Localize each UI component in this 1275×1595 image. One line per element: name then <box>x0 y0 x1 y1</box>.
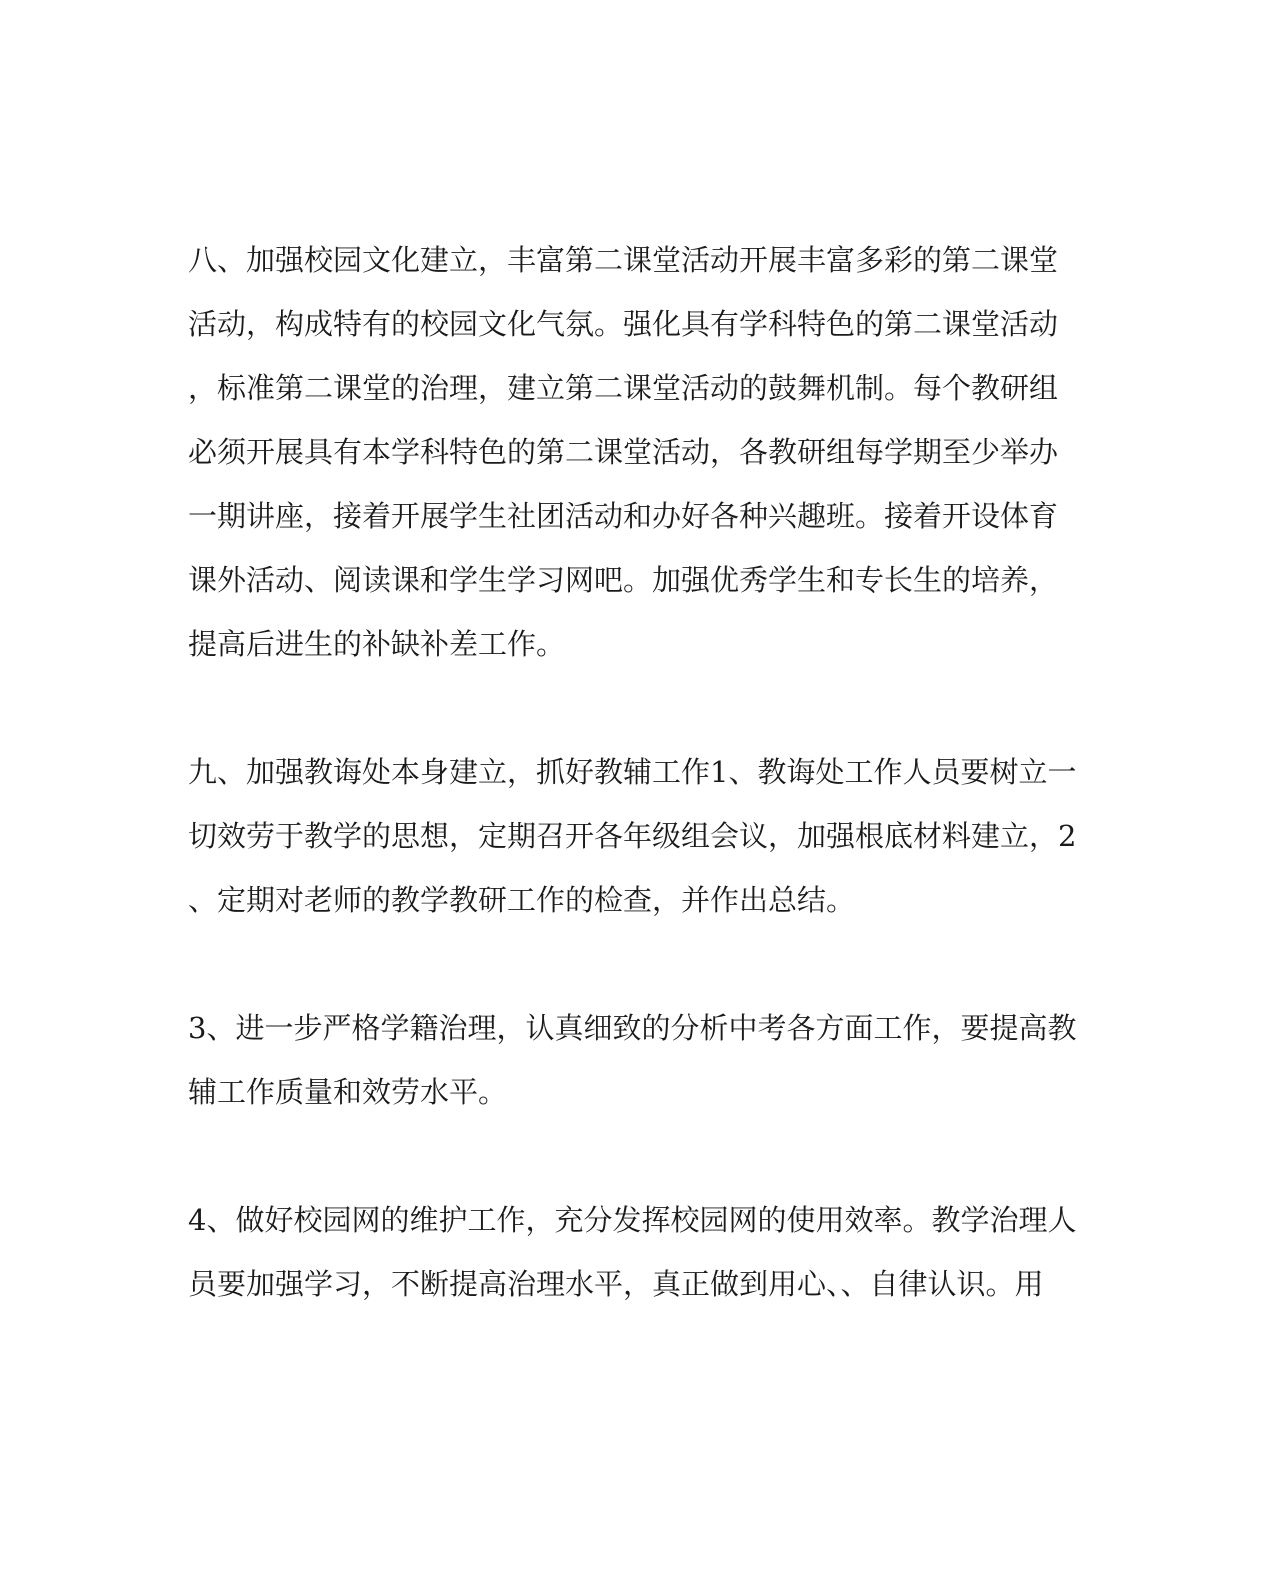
text-line: 一期讲座，接着开展学生社团活动和办好各种兴趣班。接着开设体育 <box>188 499 1059 533</box>
text-line: 员要加强学习，不断提高治理水平，真正做到用心、、自律认识。用 <box>188 1267 1044 1301</box>
text-line: ，标准第二课堂的治理，建立第二课堂活动的鼓舞机制。每个教研组 <box>188 371 1059 405</box>
text-line: 切效劳于教学的思想，定期召开各年级组会议，加强根底材料建立，2 <box>188 819 1077 853</box>
text-line: 4、做好校园网的维护工作，充分发挥校园网的使用效率。教学治理人 <box>188 1203 1077 1237</box>
text-line: 九、加强教诲处本身建立，抓好教辅工作1、教诲处工作人员要树立一 <box>188 755 1077 789</box>
text-line: 提高后进生的补缺补差工作。 <box>188 627 566 661</box>
text-line: 必须开展具有本学科特色的第二课堂活动，各教研组每学期至少举办 <box>188 435 1059 469</box>
paragraph-spacer <box>188 932 1073 996</box>
paragraph-spacer <box>188 676 1073 740</box>
paragraph-section-9 <box>188 740 1077 932</box>
paragraph-spacer <box>188 1124 1073 1188</box>
paragraph-item-3 <box>188 996 1077 1124</box>
text-line: 辅工作质量和效劳水平。 <box>188 1075 508 1109</box>
paragraph-section-8 <box>188 228 1073 676</box>
document-body <box>188 228 1077 1316</box>
paragraph-item-4 <box>188 1188 1077 1316</box>
text-line: 活动，构成特有的校园文化气氛。强化具有学科特色的第二课堂活动 <box>188 307 1059 341</box>
text-line: 八、加强校园文化建立，丰富第二课堂活动开展丰富多彩的第二课堂 <box>188 243 1059 277</box>
text-line: 、定期对老师的教学教研工作的检查，并作出总结。 <box>188 883 856 917</box>
text-line: 课外活动、阅读课和学生学习网吧。加强优秀学生和专长生的培养， <box>188 563 1059 597</box>
text-line: 3、进一步严格学籍治理，认真细致的分析中考各方面工作，要提高教 <box>188 1011 1077 1045</box>
